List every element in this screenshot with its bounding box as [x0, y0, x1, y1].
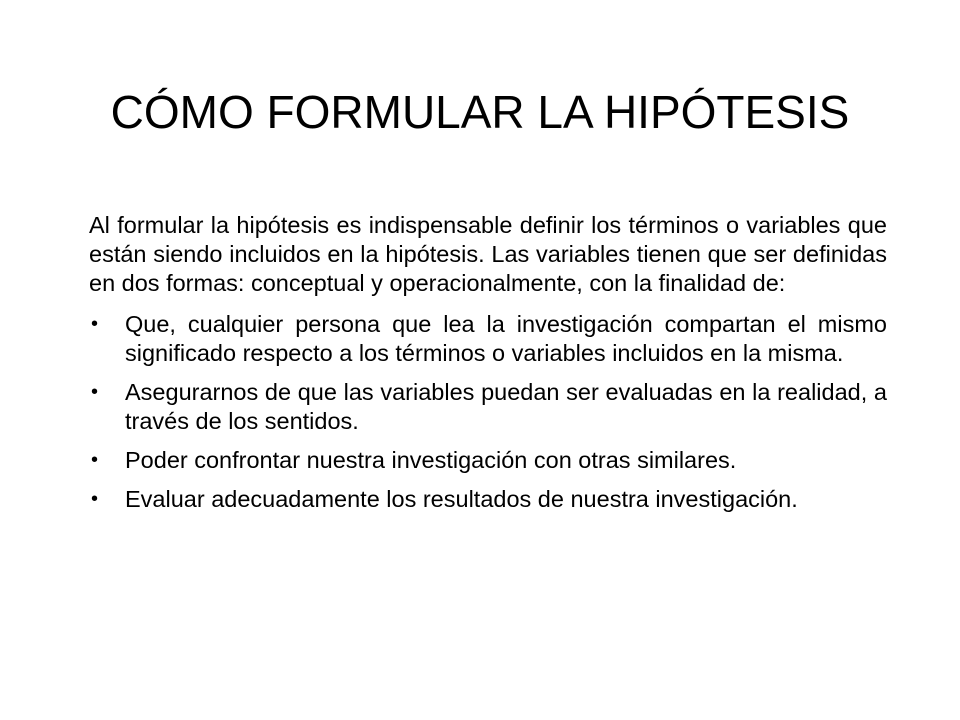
bullet-text: Evaluar adecuadamente los resultados de nuestra investigación. [125, 486, 798, 512]
bullet-text: Que, cualquier persona que lea la investigación compartan el mismo significado respecto a los términos o variables incluidos en la misma. [125, 311, 887, 366]
bullet-item [89, 310, 887, 368]
bullet-item [89, 485, 887, 514]
slide-title: CÓMO FORMULAR LA HIPÓTESIS [110, 86, 850, 138]
bullet-item [89, 378, 887, 436]
intro-paragraph: Al formular la hipótesis es indispensable definir los términos o variables que están siendo incluidos en la hipótesis. Las variables tienen que ser definidas en dos formas: conceptual y operacionalmente, con la finalidad de: [89, 212, 887, 296]
slide-body [89, 211, 887, 524]
bullet-item [89, 446, 887, 475]
bullet-text: Poder confrontar nuestra investigación con otras similares. [125, 447, 737, 473]
bullet-marker: • [91, 488, 99, 510]
bullet-text: Asegurarnos de que las variables puedan ser evaluadas en la realidad, a través de los sentidos. [125, 379, 887, 434]
bullet-list [89, 310, 887, 514]
bullet-marker: • [91, 381, 99, 403]
bullet-marker: • [91, 313, 99, 335]
bullet-marker: • [91, 449, 99, 471]
